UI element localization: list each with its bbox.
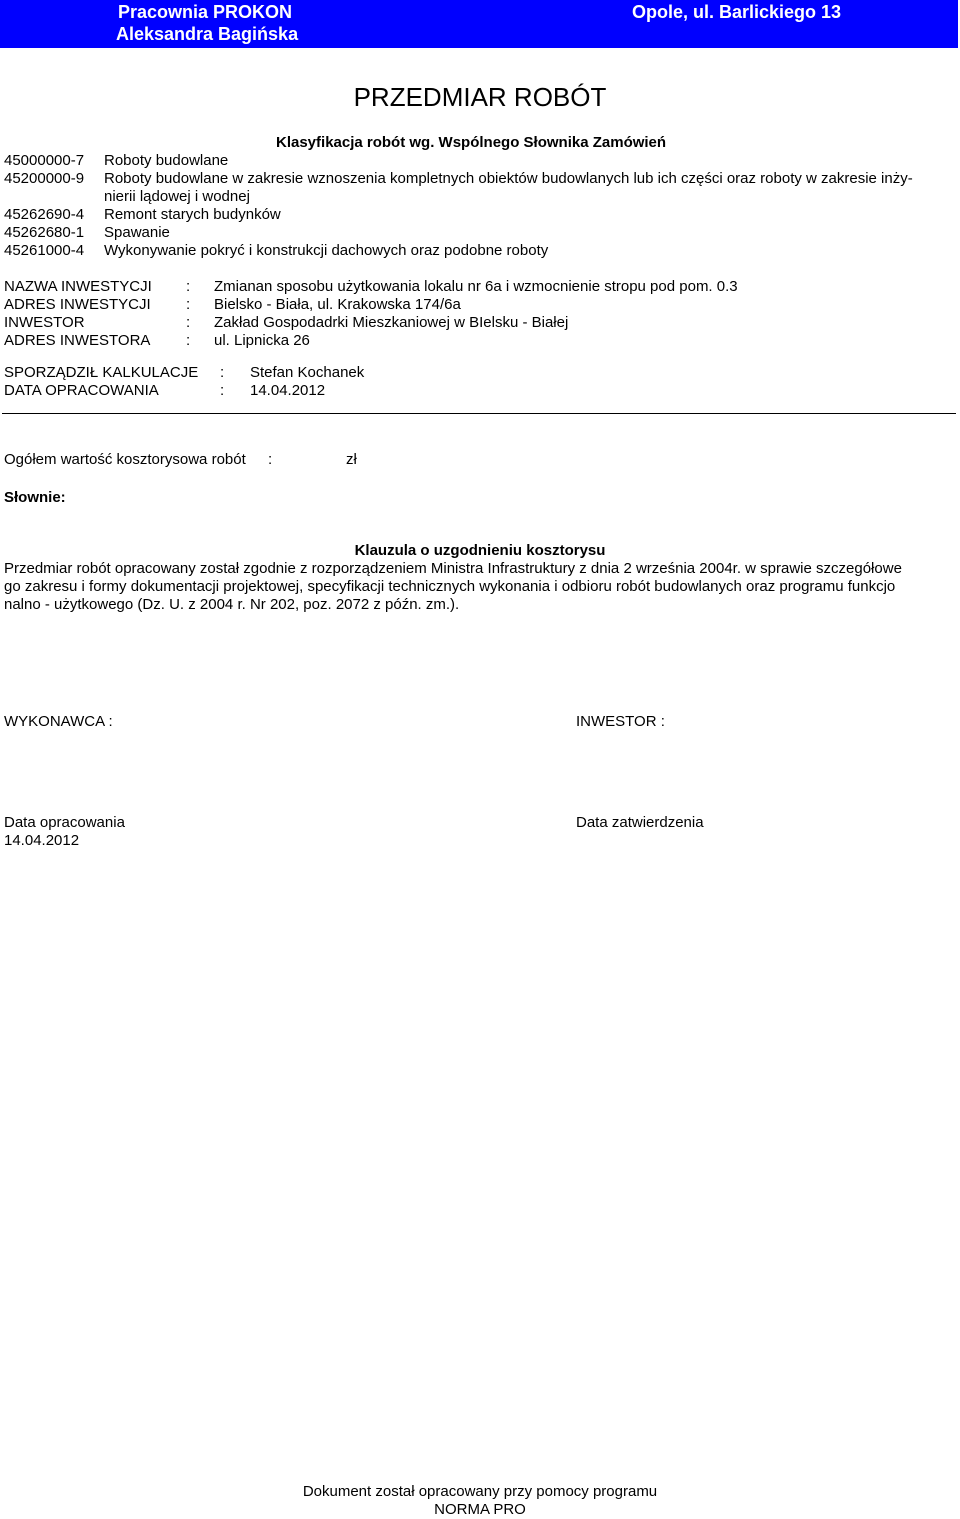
prepared-by-value: Stefan Kochanek [250, 364, 365, 381]
investor-address-value: ul. Lipnicka 26 [214, 332, 310, 349]
cpv-description-continued: nierii lądowej i wodnej [104, 188, 250, 205]
investor-address-label: ADRES INWESTORA [4, 332, 151, 349]
investor-value: Zakład Gospodadrki Mieszkaniowej w BIelsku - Białej [214, 314, 569, 331]
contractor-label: WYKONAWCA : [4, 713, 113, 730]
cpv-description: Spawanie [104, 224, 170, 241]
investor-signature-label: INWESTOR : [576, 713, 665, 730]
investor-label: INWESTOR [4, 314, 85, 331]
cpv-description: Remont starych budynków [104, 206, 281, 223]
cpv-description: Roboty budowlane w zakresie wznoszenia kompletnych obiektów budowlanych lub ich części oraz roboty w zakresie inży- [104, 170, 913, 187]
separator: : [220, 382, 225, 399]
cpv-code: 45261000-4 [4, 242, 85, 259]
investment-address-value: Bielsko - Biała, ul. Krakowska 174/6a [214, 296, 461, 313]
prepared-by-label: SPORZĄDZIŁ KALKULACJE [4, 364, 199, 381]
preparation-date-value: 14.04.2012 [4, 832, 80, 849]
separator: : [186, 278, 191, 295]
cpv-description: Wykonywanie pokryć i konstrukcji dachowych oraz podobne roboty [104, 242, 549, 259]
document-title: PRZEDMIAR ROBÓT [353, 82, 607, 112]
investment-name-label: NAZWA INWESTYCJI [4, 278, 152, 295]
separator: : [268, 451, 273, 468]
prepared-date-label: DATA OPRACOWANIA [4, 382, 159, 399]
separator: : [186, 332, 191, 349]
classification-heading: Klasyfikacja robót wg. Wspólnego Słownika Zamówień [276, 134, 667, 151]
preparation-date-label: Data opracowania [4, 814, 125, 831]
firm-name: Pracownia PROKON [118, 2, 293, 22]
footer-program-name: NORMA PRO [434, 1501, 526, 1518]
separator: : [220, 364, 225, 381]
clause-text-line: Przedmiar robót opracowany został zgodnie z rozporządzeniem Ministra Infrastruktury z dnia 2 września 2004r. w sprawie szczegółowe [4, 560, 902, 577]
cpv-code: 45000000-7 [4, 152, 85, 169]
header-band [0, 0, 958, 48]
cpv-code: 45262690-4 [4, 206, 85, 223]
cpv-code: 45200000-9 [4, 170, 85, 187]
separator: : [186, 314, 191, 331]
clause-text-line: nalno - użytkowego (Dz. U. z 2004 r. Nr 202, poz. 2072 z późn. zm.). [4, 596, 460, 613]
horizontal-divider [2, 413, 956, 414]
prepared-date-value: 14.04.2012 [250, 382, 326, 399]
clause-title: Klauzula o uzgodnieniu kosztorysu [354, 542, 606, 559]
cpv-code: 45262680-1 [4, 224, 85, 241]
footer-line: Dokument został opracowany przy pomocy programu [302, 1483, 658, 1500]
in-words-label: Słownie: [4, 489, 66, 506]
author-name: Aleksandra Bagińska [116, 24, 299, 44]
firm-address: Opole, ul. Barlickiego 13 [632, 2, 842, 22]
investment-name-value: Zmianan sposobu użytkowania lokalu nr 6a i wzmocnienie stropu pod pom. 0.3 [214, 278, 738, 295]
total-value-label: Ogółem wartość kosztorysowa robót [4, 451, 246, 468]
cpv-description: Roboty budowlane [104, 152, 229, 169]
investment-address-label: ADRES INWESTYCJI [4, 296, 151, 313]
approval-date-label: Data zatwierdzenia [576, 814, 704, 831]
separator: : [186, 296, 191, 313]
clause-text-line: go zakresu i formy dokumentacji projektowej, specyfikacji technicznych wykonania i odbioru robót budowlanych oraz programu funkcjo [4, 578, 896, 595]
currency-unit: zł [346, 451, 357, 468]
